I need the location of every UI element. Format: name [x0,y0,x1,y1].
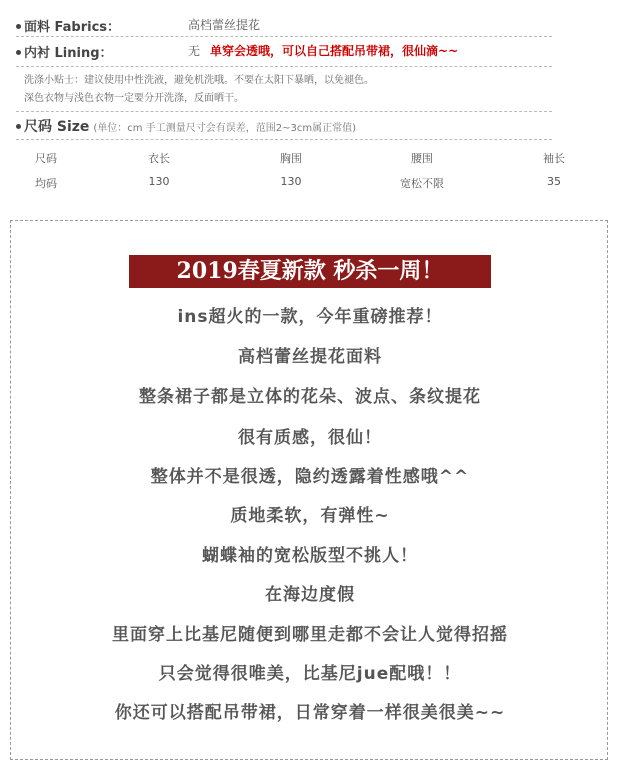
promo-line: 整条裙子都是立体的花朵、波点、条纹提花 [139,387,481,407]
promo-line: 很有质感，很仙！ [238,428,382,448]
table-cell: 35 [547,175,561,188]
lining-row [16,42,459,61]
divider [16,36,552,37]
table-cell: 130 [148,175,170,188]
table-cell: 宽松不限 [400,177,444,190]
lining-value-text: 无 [188,44,201,58]
divider [16,66,552,67]
lining-note: 单穿会透哦，可以自己搭配吊带裙，很仙滴~~ [210,44,459,58]
table-cell: 130 [280,175,302,188]
promo-line: 高档蕾丝提花面料 [238,347,382,367]
promo-line: 在海边度假 [265,585,355,605]
promo-line: 整体并不是很透，隐约透露着性感哦^^ [150,467,470,487]
lining-value [188,42,458,59]
size-row [16,116,356,136]
wash-tip: 洗涤小贴士：建议使用中性洗液，避免机洗哦。不要在太阳下暴晒，以免褪色。 [24,75,374,86]
promo-line: 蝴蝶袖的宽松版型不挑人！ [202,546,418,566]
bullet-dot [16,24,21,29]
promo-line: 里面穿上比基尼随便到哪里走都不会让人觉得招摇 [112,625,508,645]
divider [16,139,552,140]
table-header-cell: 袖长 [543,152,565,165]
promo-line: 质地柔软，有弹性~ [230,506,390,526]
table-header-cell: 衣长 [148,152,170,165]
table-header-cell: 胸围 [280,152,302,165]
fabric-row [16,16,261,35]
divider [16,111,552,112]
fabric-value: 高档蕾丝提花 [188,18,261,32]
table-header-cell: 腰围 [411,152,433,165]
bullet-dot [16,50,21,55]
bullet-dot [16,124,21,129]
fabric-label: 面料 Fabrics： [24,20,121,35]
wash-tip: 深色衣物与浅色衣物一定要分开洗涤，反面晒干。 [24,93,244,104]
size-label: 尺码 Size [24,119,90,135]
lining-label: 内衬 Lining： [24,46,113,61]
table-cell: 均码 [35,177,57,190]
promo-line: ins超火的一款，今年重磅推荐！ [177,307,443,327]
promo-line: 只会觉得很唯美，比基尼jue配哦！！ [158,664,462,684]
promo-banner: 2019春夏新款 秒杀一周！ [129,255,491,288]
size-note: (单位：cm 手工测量尺寸会有误差，范围2~3cm属正常值) [93,123,356,134]
promo-line: 你还可以搭配吊带裙，日常穿着一样很美很美~~ [114,703,506,723]
table-header-cell: 尺码 [35,152,57,165]
